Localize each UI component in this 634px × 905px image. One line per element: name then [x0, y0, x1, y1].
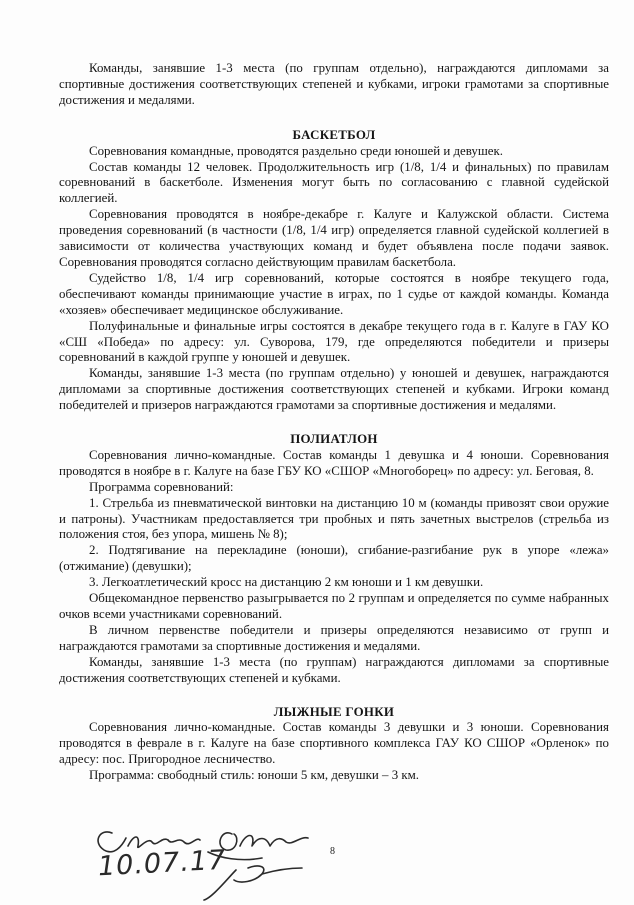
- section-heading-polyathlon: ПОЛИАТЛОН: [290, 432, 378, 447]
- paragraph: В личном первенстве победители и призеры определяются независимо от групп и награждаются грамотами за спортивные достижения и медалями.: [59, 622, 609, 653]
- document-body: [59, 61, 609, 784]
- paragraph: Команды, занявшие 1-3 места (по группам отдельно), награждаются дипломами за спортивные достижения соответствующих степеней и кубками, игроки грамотами за спортивные достижения и медалями.: [59, 61, 609, 107]
- section-heading-ski: ЛЫЖНЫЕ ГОНКИ: [273, 704, 395, 719]
- paragraph: 1. Стрельба из пневматической винтовки на дистанцию 10 м (команды привозят свои оружие и патроны). Участникам предоставляется три пробных и пять зачетных выстрелов (стрельба из положения стоя, без упора, мишень № 8);: [59, 495, 609, 542]
- page-number: 8: [330, 846, 335, 857]
- paragraph: Судейство 1/8, 1/4 игр соревнований, которые состоятся в ноябре текущего года, обеспечивают команды принимающие участие в играх, по 1 судье от каждой команды. Команда «хозяев» обеспечивает медицинское обслуживание.: [59, 270, 609, 317]
- paragraph: Соревнования лично-командные. Состав команды 3 девушки и 3 юноши. Соревнования проводятся в феврале в г. Калуге на базе спортивного комплекса ГАУ КО СШОР «Орленок» по адресу: пос. Пригородное лесничество.: [59, 720, 609, 767]
- section-heading-basketball: БАСКЕТБОЛ: [292, 127, 376, 142]
- paragraph: Программа соревнований:: [89, 479, 234, 494]
- paragraph: Команды, занявшие 1-3 места (по группам отдельно) у юношей и девушек, награждаются дипломами за спортивные достижения соответствующих степеней и кубками. Игроки команд победителей и призеров награждаются грамотами за спортивные достижения и медалями.: [59, 366, 609, 413]
- paragraph: Программа: свободный стиль: юноши 5 км, девушки – 3 км.: [89, 768, 420, 783]
- paragraph: 2. Подтягивание на перекладине (юноши), сгибание-разгибание рук в упоре «лежа» (отжимание) (девушки);: [59, 543, 609, 574]
- paragraph: Общекомандное первенство разыгрывается по 2 группам и определяется по сумме набранных очков всеми участниками соревнований.: [59, 591, 609, 621]
- paragraph: Полуфинальные и финальные игры состоятся в декабре текущего года в г. Калуге в ГАУ КО «СШ «Победа» по адресу: ул. Суворова, 179, где определяются победители и призеры соревнований в каждой группе у юношей и девушек.: [59, 318, 609, 365]
- paragraph: Состав команды 12 человек. Продолжительность игр (1/8, 1/4 и финальных) по правилам соревнований в баскетболе. Изменения могут быть по согласованию с главной судейской коллегией.: [59, 159, 609, 206]
- handwritten-date: 10.07.17: [97, 844, 227, 883]
- paragraph: 3. Легкоатлетический кросс на дистанцию 2 км юноши и 1 км девушки.: [89, 575, 484, 590]
- paragraph: Соревнования командные, проводятся раздельно среди юношей и девушек.: [89, 143, 503, 158]
- paragraph: Соревнования проводятся в ноябре-декабре г. Калуге и Калужской области. Система проведения соревнований (в частности (1/8, 1/4 игр) определяется главной судейской коллегией в зависимости от количества участвующих команд и будет объявлена после подачи заявок. Соревнования проводятся согласно действующим правилам баскетбола.: [59, 207, 609, 269]
- paragraph: Команды, занявшие 1-3 места (по группам) награждаются дипломами за спортивные достижения соответствующих степеней и кубками.: [59, 654, 609, 685]
- paragraph: Соревнования лично-командные. Состав команды 1 девушка и 4 юноши. Соревнования проводятся в ноябре в г. Калуге на базе ГБУ КО «СШОР «Многоборец» по адресу: ул. Беговая, 8.: [59, 447, 609, 478]
